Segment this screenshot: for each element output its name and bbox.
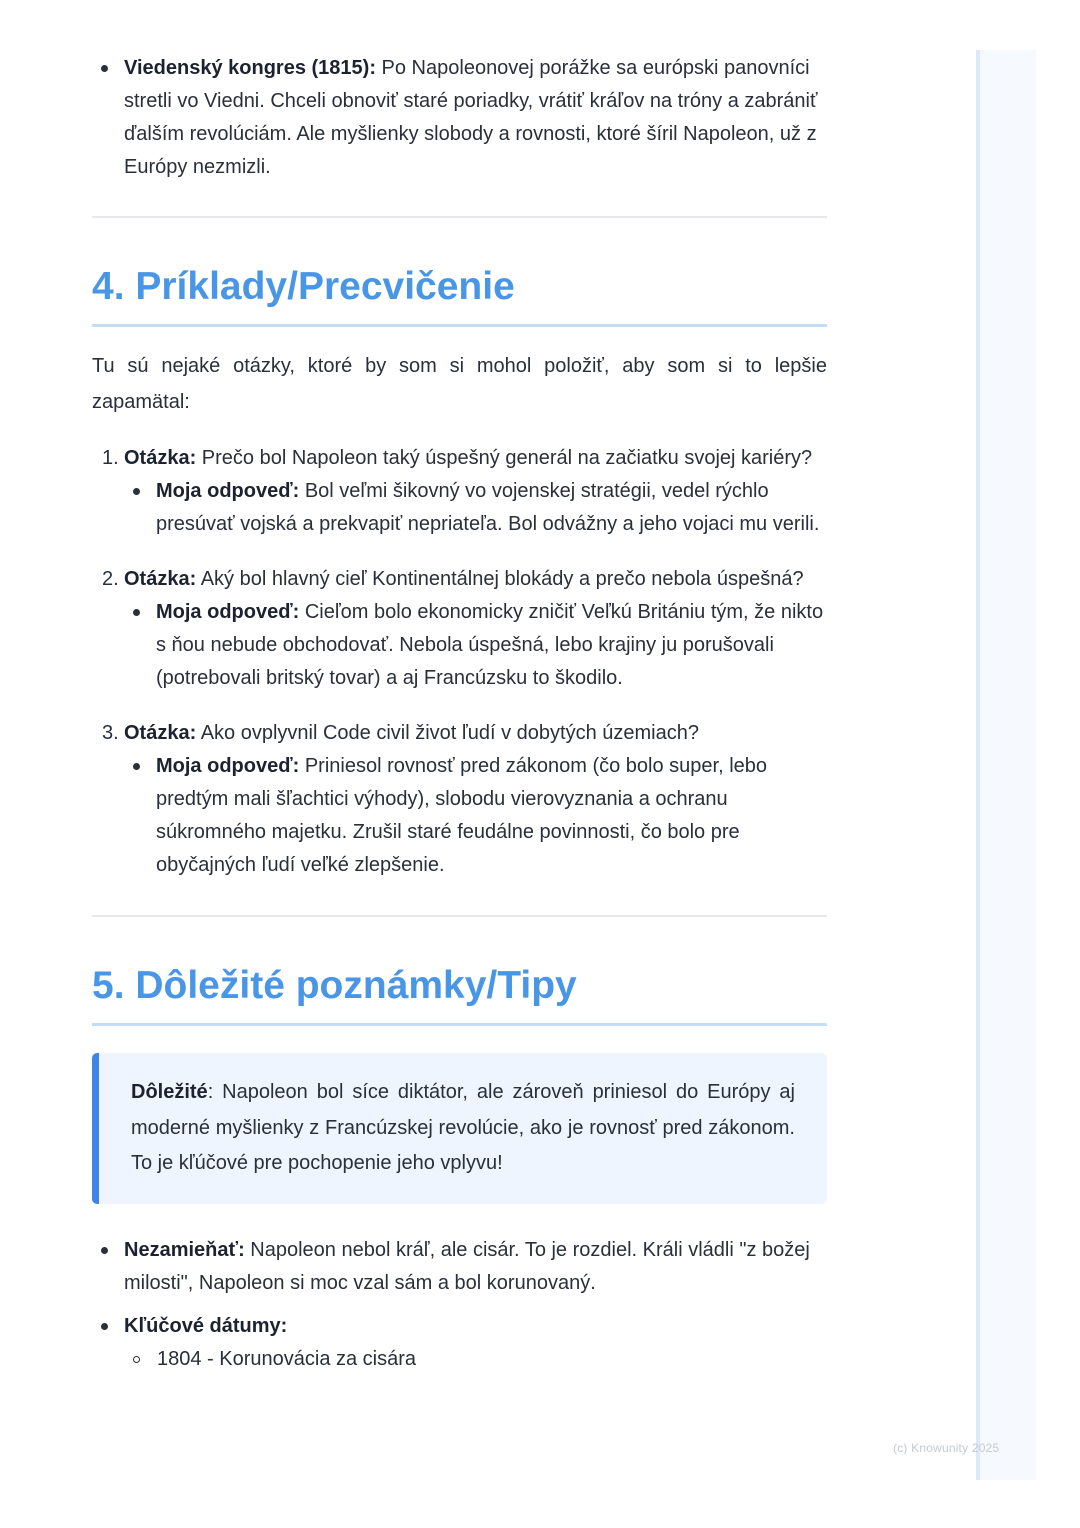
questions-list	[92, 442, 827, 882]
question-text: Prečo bol Napoleon taký úspešný generál na začiatku svojej kariéry?	[196, 447, 813, 469]
list-item	[92, 52, 827, 184]
question-number: 3.	[102, 722, 119, 744]
question-text: Aký bol hlavný cieľ Kontinentálnej blokády a prečo nebola úspešná?	[196, 568, 804, 590]
document-content	[92, 52, 827, 1376]
answer-item	[124, 475, 827, 541]
copyright-footer: (c) Knowunity 2025	[893, 1441, 1000, 1455]
question-item	[92, 442, 827, 541]
question-label: Otázka:	[124, 447, 197, 469]
intro-list	[92, 52, 827, 184]
question-label: Otázka:	[124, 568, 197, 590]
answer-label: Moja odpoveď:	[156, 601, 300, 623]
answer-list	[124, 596, 827, 695]
tip-label: Nezamieňať:	[124, 1238, 245, 1261]
dates-list	[124, 1343, 827, 1376]
bullet-label: Viedenský kongres (1815):	[124, 57, 376, 79]
section-intro: Tu sú nejaké otázky, ktoré by som si mohol položiť, aby som si to lepšie zapamätal:	[92, 355, 827, 413]
section-divider	[92, 915, 827, 917]
tips-list	[92, 1234, 827, 1376]
tip-label: Kľúčové dátumy:	[124, 1314, 288, 1337]
answer-text: Bol veľmi šikovný vo vojenskej stratégii, vedel rýchlo presúvať vojská a prekvapiť nepriateľa. Bol odvážny a jeho vojaci mu verili.	[156, 480, 820, 535]
question-item	[92, 717, 827, 882]
question	[124, 717, 827, 750]
question-number: 2.	[102, 568, 119, 590]
question-item	[92, 563, 827, 695]
tip-item	[92, 1310, 827, 1376]
side-panel	[976, 50, 1036, 1480]
answer-text: Cieľom bolo ekonomicky zničiť Veľkú Britániu tým, že nikto s ňou nebude obchodovať. Nebola úspešná, lebo krajiny ju porušovali (potrebovali britský tovar) a aj Francúzsku to škodilo.	[156, 601, 824, 689]
question-label: Otázka:	[124, 722, 197, 744]
question	[124, 442, 827, 475]
question-number: 1.	[102, 447, 119, 469]
question-text: Ako ovplyvnil Code civil život ľudí v dobytých územiach?	[196, 722, 699, 744]
callout-text: : Napoleon bol síce diktátor, ale zároveň priniesol do Európy aj moderné myšlienky z Francúzskej revolúcie, ako je rovnosť pred zákonom. To je kľúčové pre pochopenie jeho vplyvu!	[131, 1081, 795, 1174]
tip-item	[92, 1234, 827, 1300]
answer-label: Moja odpoveď:	[156, 755, 300, 777]
date-item: 1804 - Korunovácia za cisára	[124, 1343, 827, 1376]
important-callout	[92, 1053, 827, 1204]
section-heading-4: 4. Príklady/Precvičenie	[92, 262, 827, 327]
answer-list	[124, 475, 827, 541]
answer-text: Priniesol rovnosť pred zákonom (čo bolo super, lebo predtým mali šľachtici výhody), slobodu vierovyznania a ochranu súkromného majetku. Zrušil staré feudálne povinnosti, čo bolo pre obyčajných ľudí veľké zlepšenie.	[156, 755, 768, 876]
answer-list	[124, 750, 827, 882]
section-heading-5: 5. Dôležité poznámky/Tipy	[92, 961, 827, 1026]
answer-item	[124, 750, 827, 882]
bullet-text: Po Napoleonovej porážke sa európski panovníci stretli vo Viedni. Chceli obnoviť staré poriadky, vrátiť kráľov na tróny a zabrániť ďalším revolúciám. Ale myšlienky slobody a rovnosti, ktoré šíril Napoleon, už z Európy nezmizli.	[124, 57, 818, 178]
callout-label: Dôležité	[131, 1081, 208, 1103]
tip-text: Napoleon nebol kráľ, ale cisár. To je rozdiel. Králi vládli "z božej milosti", Napoleon si moc vzal sám a bol korunovaný.	[124, 1238, 810, 1294]
answer-item	[124, 596, 827, 695]
section-divider	[92, 216, 827, 218]
question	[124, 563, 827, 596]
answer-label: Moja odpoveď:	[156, 480, 300, 502]
